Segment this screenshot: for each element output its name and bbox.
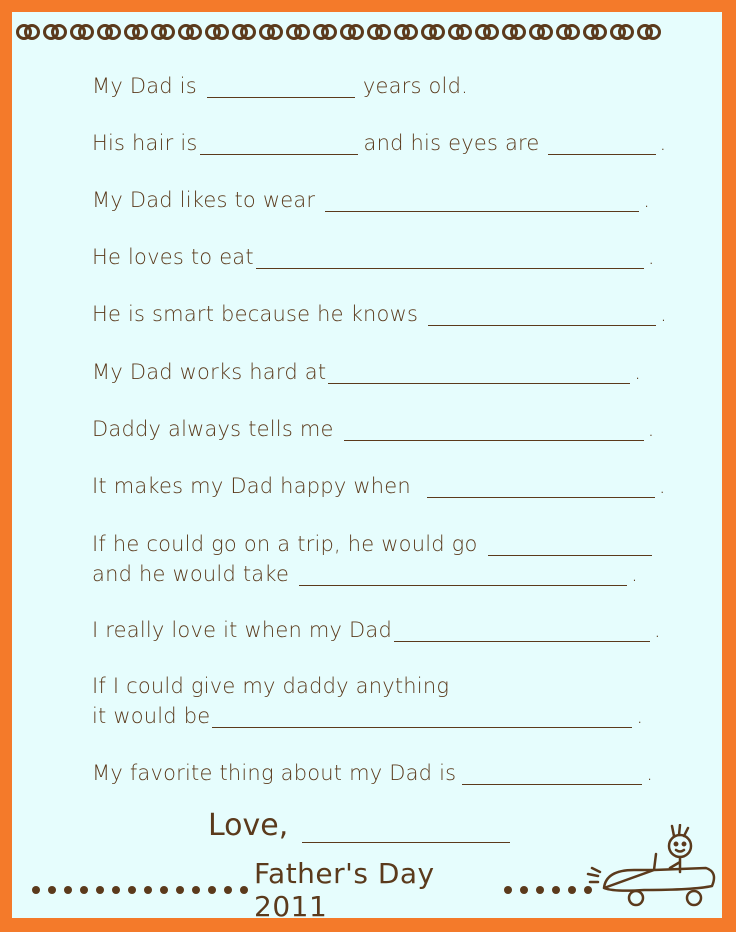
answer-blank[interactable] bbox=[488, 533, 652, 556]
period: . bbox=[631, 562, 638, 586]
answer-blank[interactable] bbox=[462, 762, 642, 785]
loop-icon bbox=[502, 22, 528, 44]
period: . bbox=[658, 474, 666, 498]
prompt-line-happy bbox=[92, 474, 666, 498]
period: . bbox=[659, 131, 667, 155]
prompt-line-hair-eyes bbox=[92, 131, 666, 155]
dot-icon bbox=[32, 886, 40, 894]
prompt-line-would-be bbox=[92, 704, 643, 728]
dot-icon bbox=[208, 886, 216, 894]
loop-icon bbox=[556, 22, 582, 44]
loop-icon bbox=[475, 22, 501, 44]
prompt-line-eat bbox=[92, 245, 655, 269]
footer-rule bbox=[32, 857, 592, 923]
answer-blank[interactable] bbox=[548, 132, 656, 155]
dot-icon bbox=[240, 886, 248, 894]
loop-icon bbox=[124, 22, 150, 44]
dot-icon bbox=[224, 886, 232, 894]
loop-icon bbox=[367, 22, 393, 44]
dot-icon bbox=[536, 886, 544, 894]
loop-icon bbox=[637, 22, 663, 44]
period: . bbox=[636, 704, 644, 728]
prompt-line-age bbox=[92, 74, 468, 98]
dot-icon bbox=[568, 886, 576, 894]
dot-icon bbox=[520, 886, 528, 894]
kid-head-icon bbox=[669, 835, 691, 857]
loop-icon bbox=[286, 22, 312, 44]
prompt-text: I really love it when my Dad bbox=[92, 618, 392, 642]
loop-icon bbox=[394, 22, 420, 44]
dot-icon bbox=[80, 886, 88, 894]
period: . bbox=[647, 417, 655, 441]
prompt-text: and he would take bbox=[92, 562, 290, 586]
dot-icon bbox=[112, 886, 120, 894]
answer-blank[interactable] bbox=[428, 303, 656, 326]
dot-rule-left bbox=[32, 886, 248, 894]
worksheet-page bbox=[12, 12, 722, 923]
closing-signature bbox=[208, 808, 512, 843]
dot-icon bbox=[144, 886, 152, 894]
prompt-text: and his eyes are bbox=[363, 131, 540, 155]
prompt-line-trip bbox=[92, 532, 654, 556]
prompt-text: It makes my Dad happy when bbox=[92, 474, 411, 498]
period: . bbox=[646, 761, 654, 785]
loop-icon bbox=[610, 22, 636, 44]
dot-icon bbox=[504, 886, 512, 894]
loop-chain-border bbox=[16, 22, 663, 44]
loop-icon bbox=[151, 22, 177, 44]
dot-icon bbox=[160, 886, 168, 894]
loop-icon bbox=[232, 22, 258, 44]
answer-blank[interactable] bbox=[328, 361, 630, 384]
wheel-icon bbox=[687, 891, 701, 905]
prompt-text: If he could go on a trip, he would go bbox=[92, 532, 478, 556]
closing-text: Love, bbox=[208, 808, 289, 843]
loop-icon bbox=[16, 22, 42, 44]
footer-title: Father's Day 2011 bbox=[254, 857, 435, 923]
loop-icon bbox=[421, 22, 447, 44]
prompt-text: years old. bbox=[362, 74, 468, 98]
loop-icon bbox=[178, 22, 204, 44]
prompt-text: His hair is bbox=[92, 131, 198, 155]
prompt-line-give-anything bbox=[92, 674, 449, 698]
dot-rule-right bbox=[504, 886, 592, 894]
loop-icon bbox=[529, 22, 555, 44]
answer-blank[interactable] bbox=[200, 132, 358, 155]
loop-icon bbox=[70, 22, 96, 44]
dot-icon bbox=[552, 886, 560, 894]
loop-icon bbox=[43, 22, 69, 44]
prompt-line-wear bbox=[92, 188, 650, 212]
period: . bbox=[660, 302, 667, 326]
prompt-text: My Dad works hard at bbox=[92, 360, 327, 384]
period: . bbox=[653, 618, 661, 642]
prompt-line-smart bbox=[92, 302, 667, 326]
prompt-line-take bbox=[92, 562, 638, 586]
prompt-text: If I could give my daddy anything bbox=[92, 674, 450, 698]
prompt-text: My Dad likes to wear bbox=[92, 188, 316, 212]
answer-blank[interactable] bbox=[207, 75, 355, 98]
loop-icon bbox=[583, 22, 609, 44]
prompt-text: Daddy always tells me bbox=[92, 417, 334, 441]
prompt-text: He is smart because he knows bbox=[92, 302, 419, 326]
prompt-line-works-hard bbox=[92, 360, 641, 384]
dot-icon bbox=[64, 886, 72, 894]
loop-icon bbox=[205, 22, 231, 44]
dot-icon bbox=[96, 886, 104, 894]
prompt-text: He loves to eat bbox=[92, 245, 254, 269]
answer-blank[interactable] bbox=[299, 563, 627, 586]
loop-icon bbox=[340, 22, 366, 44]
prompt-text: My favorite thing about my Dad is bbox=[92, 761, 457, 785]
loop-icon bbox=[448, 22, 474, 44]
loop-icon bbox=[313, 22, 339, 44]
period: . bbox=[634, 360, 642, 384]
dot-icon bbox=[128, 886, 136, 894]
loop-icon bbox=[259, 22, 285, 44]
signature-blank[interactable] bbox=[302, 814, 510, 843]
answer-blank[interactable] bbox=[427, 475, 655, 498]
wheel-icon bbox=[629, 891, 643, 905]
answer-blank[interactable] bbox=[344, 418, 644, 441]
prompt-text: it would be bbox=[92, 704, 211, 728]
prompt-line-love-when bbox=[92, 618, 661, 642]
dot-icon bbox=[192, 886, 200, 894]
answer-blank[interactable] bbox=[256, 246, 644, 269]
answer-blank[interactable] bbox=[325, 189, 639, 212]
loop-icon bbox=[97, 22, 123, 44]
answer-blank[interactable] bbox=[394, 619, 650, 642]
prompt-text: My Dad is bbox=[92, 74, 197, 98]
kid-in-car-drawing bbox=[584, 824, 716, 912]
prompt-line-tells-me bbox=[92, 417, 655, 441]
answer-blank[interactable] bbox=[212, 705, 632, 728]
dot-icon bbox=[176, 886, 184, 894]
period: . bbox=[647, 245, 655, 269]
prompt-line-favorite-thing bbox=[92, 761, 653, 785]
dot-icon bbox=[48, 886, 56, 894]
period: . bbox=[643, 188, 651, 212]
